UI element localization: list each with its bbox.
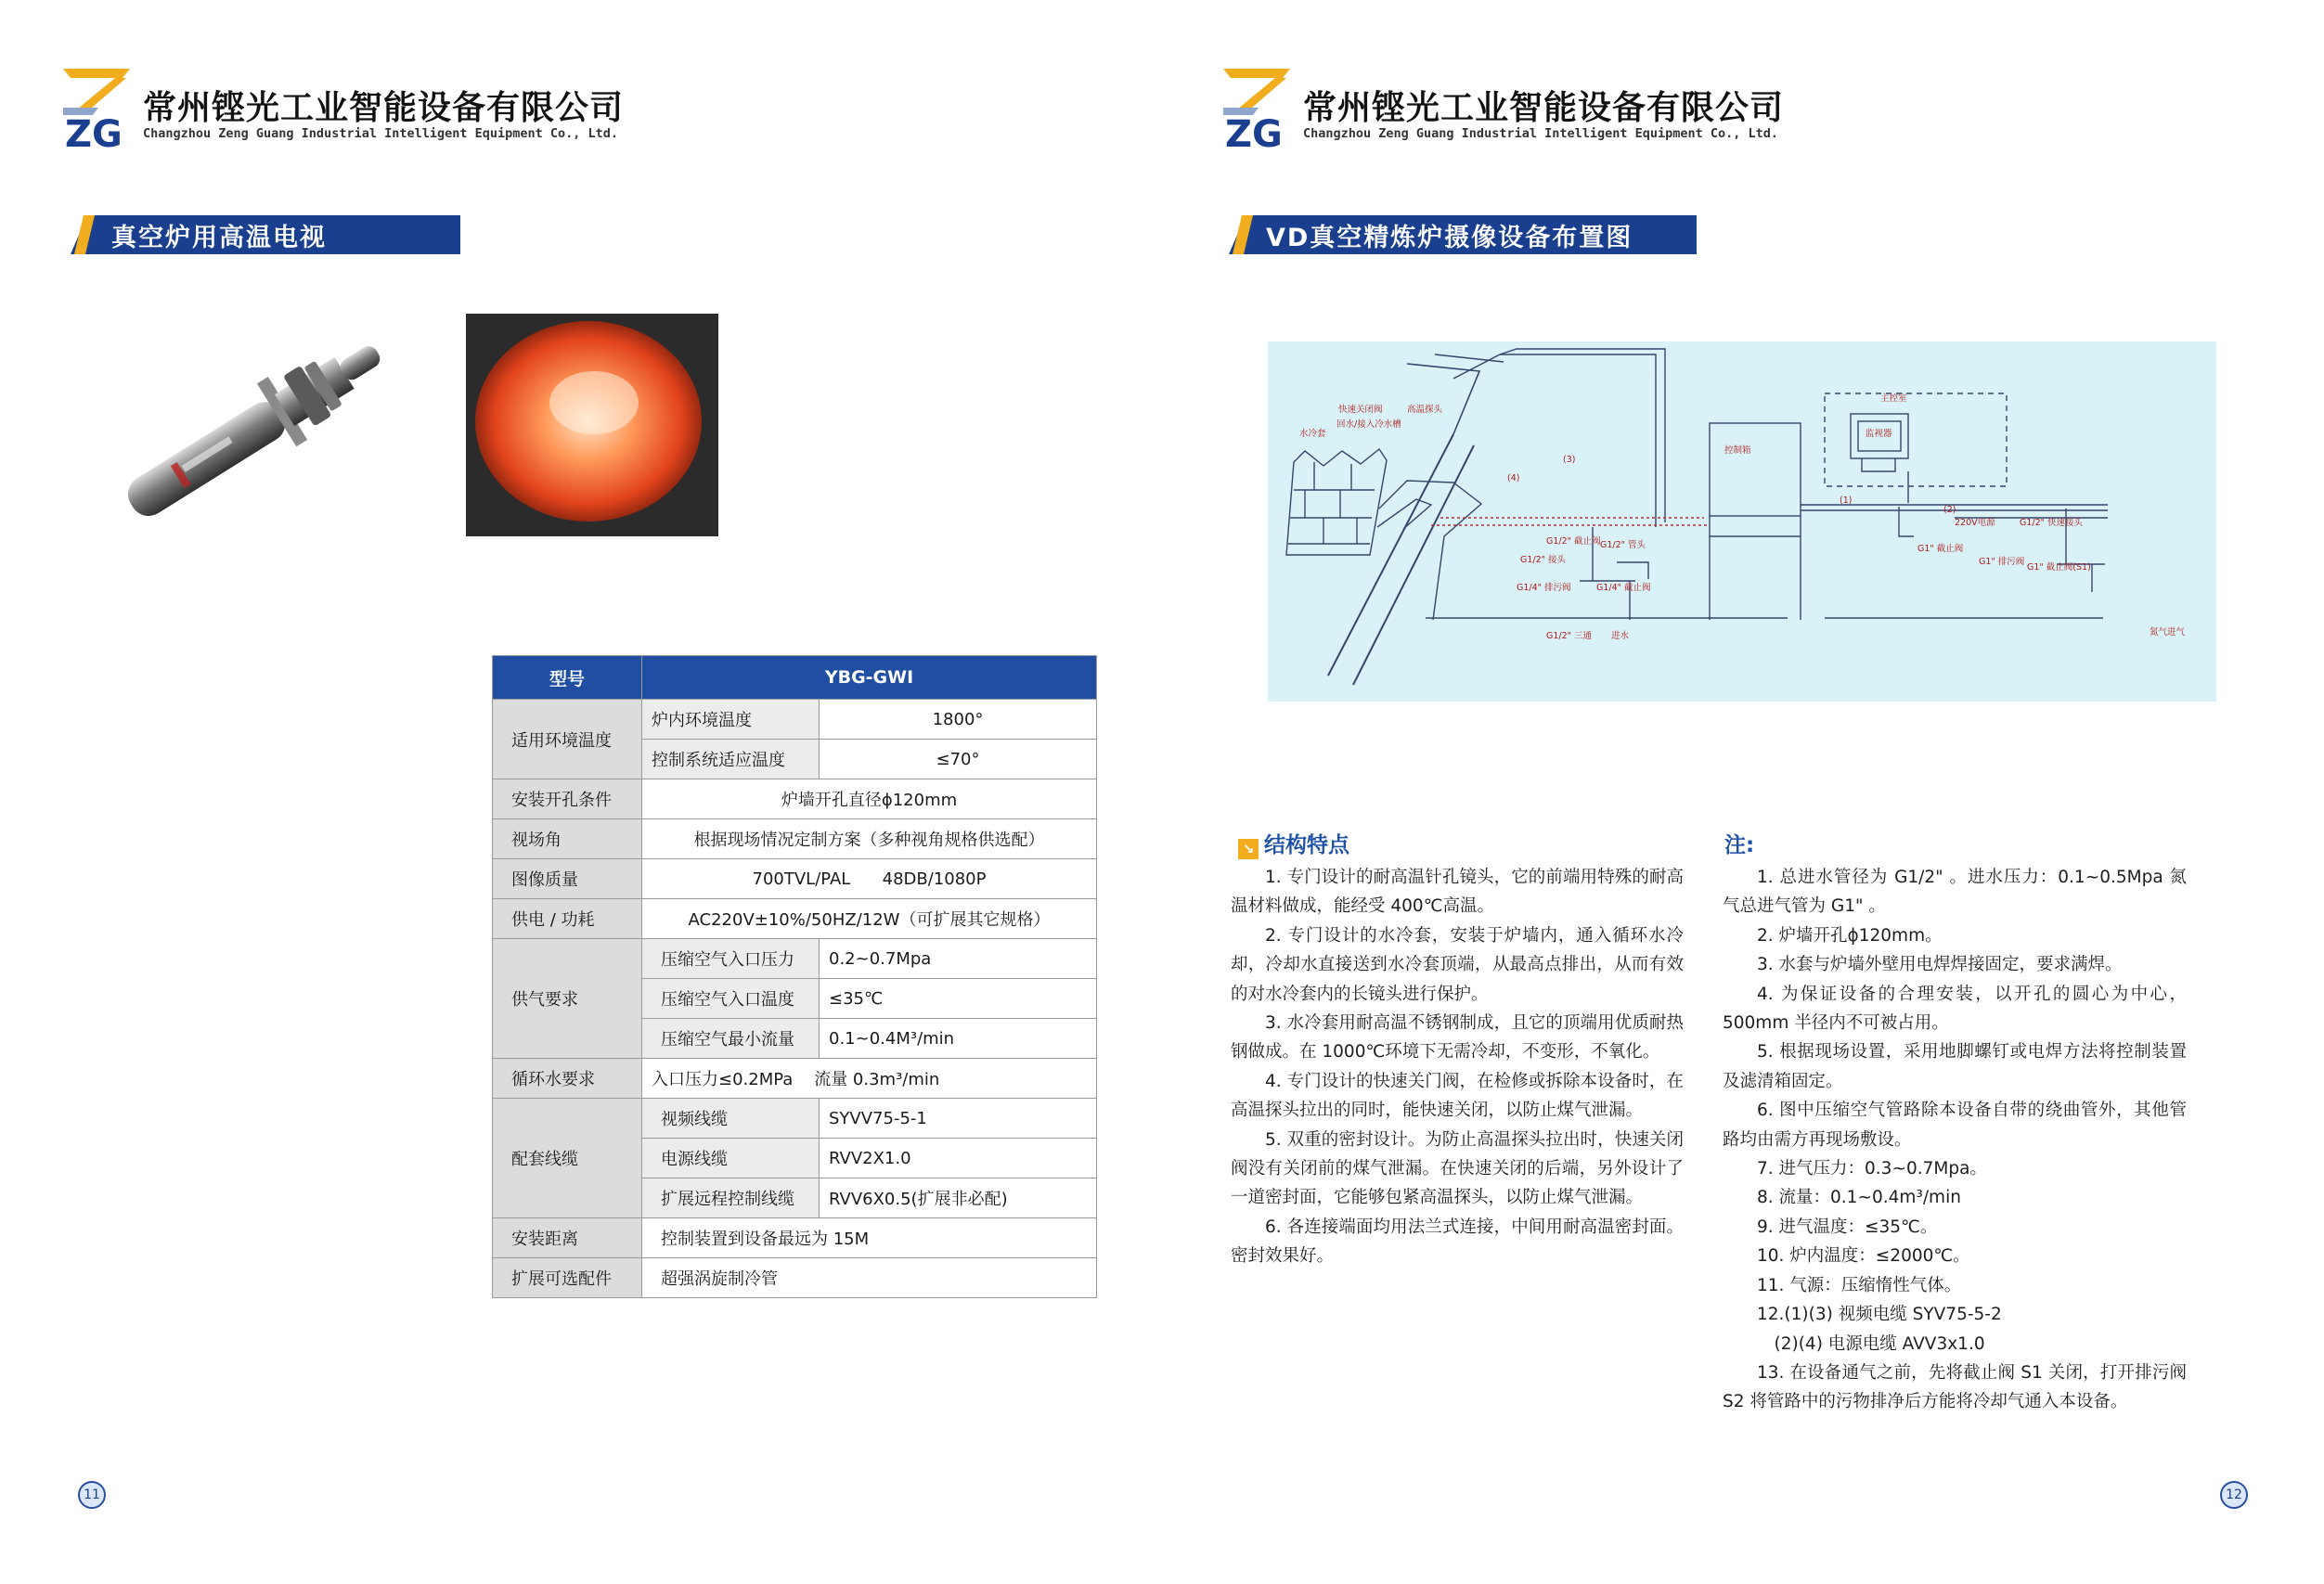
cell-value: 根据现场情况定制方案（多种视角规格供选配） xyxy=(642,819,1097,859)
cell-value: RVV6X0.5(扩展非必配) xyxy=(820,1178,1097,1218)
diagram-label: G1/2" 接头 xyxy=(1520,555,1567,565)
diagram-label: G1" 截止阀 xyxy=(1917,544,1964,554)
list-item: 3. 水冷套用耐高温不锈钢制成，且它的顶端用优质耐热钢做成。在 1000℃环境下无需冷却，不变形，不氧化。 xyxy=(1231,1013,1684,1062)
table-row xyxy=(493,939,1097,979)
cell-value: 入口压力≤0.2MPa 流量 0.3m³/min xyxy=(642,1059,1097,1099)
table-row xyxy=(493,1218,1097,1258)
cell-value: SYVV75-5-1 xyxy=(820,1099,1097,1139)
cell-label: 压缩空气入口压力 xyxy=(642,939,820,979)
cell-label: 控制系统适应温度 xyxy=(642,740,820,779)
list-item: 9. 进气温度：≤35℃。 xyxy=(1757,1217,1938,1237)
list-item: 11. 气源：压缩惰性气体。 xyxy=(1757,1275,1962,1295)
table-header-row xyxy=(493,656,1097,700)
list-item: 4. 为保证设备的合理安装，以开孔的圆心为中心，500mm 半径内不可被占用。 xyxy=(1723,984,2187,1034)
diagram-label: G1/2" 快速接头 xyxy=(2020,518,2084,528)
diagram-label: 水冷套 xyxy=(1299,429,1326,439)
company-name-cn: 常州铿光工业智能设备有限公司 xyxy=(143,89,625,127)
cell-value: 1800° xyxy=(820,700,1097,740)
cell-label: 扩展远程控制线缆 xyxy=(642,1178,820,1218)
list-item: 12.(1)(3) 视频电缆 SYV75-5-2 xyxy=(1757,1305,2002,1325)
list-item: 1. 总进水管径为 G1/2" 。进水压力：0.1~0.5Mpa 氮气总进气管为 G1" 。 xyxy=(1723,868,2187,917)
diagram-label: 快速关闭阀 xyxy=(1338,405,1383,415)
list-item: 6. 图中压缩空气管路除本设备自带的绕曲管外，其他管路均由需方再现场敷设。 xyxy=(1723,1101,2187,1150)
notes-list xyxy=(1723,863,2187,1417)
arrow-right-icon: ↘ xyxy=(1238,839,1259,859)
cell-label: 压缩空气入口温度 xyxy=(642,979,820,1019)
cell-value: 控制装置到设备最远为 15M xyxy=(642,1218,1097,1258)
cell-value: AC220V±10%/50HZ/12W（可扩展其它规格） xyxy=(642,899,1097,939)
diagram-label: G1" 截止阀(S1) xyxy=(2027,562,2091,573)
logo-text: ZG xyxy=(65,113,123,150)
diagram-label: 控制箱 xyxy=(1724,445,1751,456)
table-row xyxy=(493,700,1097,740)
cell-label: 压缩空气最小流量 xyxy=(642,1019,820,1059)
table-row xyxy=(493,819,1097,859)
section-title: VD真空精炼炉摄像设备布置图 xyxy=(1266,223,1633,252)
row-label: 安装开孔条件 xyxy=(493,779,642,819)
diagram-label: 主控室 xyxy=(1880,393,1907,404)
row-label: 安装距离 xyxy=(493,1218,642,1258)
cell-value: 700TVL/PAL 48DB/1080P xyxy=(642,859,1097,899)
cell-value: RVV2X1.0 xyxy=(820,1139,1097,1178)
diagram-label: (1) xyxy=(1840,496,1853,506)
diagram-label: (3) xyxy=(1563,455,1576,465)
camera-probe-photo xyxy=(102,316,408,520)
section-banner xyxy=(1229,215,1697,254)
zg-logo-icon xyxy=(1221,65,1292,150)
diagram-label: G1/4" 排污阀 xyxy=(1517,583,1571,593)
cell-value: ≤35℃ xyxy=(820,979,1097,1019)
diagram-label: (2) xyxy=(1943,505,1956,515)
diagram-label: 监视器 xyxy=(1866,429,1892,439)
cell-value: 0.2~0.7Mpa xyxy=(820,939,1097,979)
diagram-label: G1/2" 三通 xyxy=(1546,631,1593,641)
header-model-value: YBG-GWI xyxy=(642,656,1097,700)
table-row xyxy=(493,1059,1097,1099)
header-model: 型号 xyxy=(493,656,642,700)
right-page xyxy=(1162,0,2324,1584)
diagram-label: G1/2" 管头 xyxy=(1600,540,1646,550)
zg-logo-icon xyxy=(61,65,132,150)
list-item: 2. 炉墙开孔ϕ120mm。 xyxy=(1757,925,1943,946)
row-label-env-temp: 适用环境温度 xyxy=(493,700,642,779)
table-row xyxy=(493,859,1097,899)
furnace-glow-photo xyxy=(466,314,718,536)
list-item: 8. 流量：0.1~0.4m³/min xyxy=(1757,1188,1961,1208)
spec-table xyxy=(492,655,1097,1298)
section-banner xyxy=(71,215,460,254)
list-item: 5. 根据现场设置，采用地脚螺钉或电焊方法将控制装置及滤清箱固定。 xyxy=(1723,1042,2187,1091)
diagram-label: 高温探头 xyxy=(1407,405,1443,415)
layout-diagram xyxy=(1268,341,2216,702)
list-item: 7. 进气压力：0.3~0.7Mpa。 xyxy=(1757,1159,1987,1179)
cell-value: 炉墙开孔直径ϕ120mm xyxy=(642,779,1097,819)
list-item: 6. 各连接端面均用法兰式连接，中间用耐高温密封面。密封效果好。 xyxy=(1231,1217,1684,1267)
diagram-label: 220V电源 xyxy=(1955,518,1995,528)
notes-heading: 注: xyxy=(1724,833,1755,857)
row-label-cables: 配套线缆 xyxy=(493,1099,642,1218)
cell-value: 超强涡旋制冷管 xyxy=(642,1258,1097,1298)
diagram-label: G1" 排污阀 xyxy=(1979,557,2025,567)
diagram-label: 进水 xyxy=(1611,631,1630,641)
features-list xyxy=(1231,863,1684,1271)
diagram-label: (4) xyxy=(1507,473,1520,483)
features-heading: ↘ 结构特点 xyxy=(1238,828,1349,859)
section-title: 真空炉用高温电视 xyxy=(111,223,327,252)
row-label: 扩展可选配件 xyxy=(493,1258,642,1298)
cell-label: 视频线缆 xyxy=(642,1099,820,1139)
row-label: 循环水要求 xyxy=(493,1059,642,1099)
list-item: 5. 双重的密封设计。为防止高温探头拉出时，快速关闭阀没有关闭前的煤气泄漏。在快速关闭的后端，另外设计了一道密封面，它能够包紧高温探头，以防止煤气泄漏。 xyxy=(1231,1129,1684,1208)
diagram-label: G1/4" 截止阀 xyxy=(1596,583,1651,593)
list-item: (2)(4) 电源电缆 AVV3x1.0 xyxy=(1774,1333,1985,1354)
cell-label: 电源线缆 xyxy=(642,1139,820,1178)
company-name-cn: 常州铿光工业智能设备有限公司 xyxy=(1303,89,1785,127)
cell-value: ≤70° xyxy=(820,740,1097,779)
row-label: 图像质量 xyxy=(493,859,642,899)
table-row xyxy=(493,1099,1097,1139)
cell-label: 炉内环境温度 xyxy=(642,700,820,740)
list-item: 3. 水套与炉墙外壁用电焊焊接固定，要求满焊。 xyxy=(1757,955,2123,975)
cell-value: 0.1~0.4M³/min xyxy=(820,1019,1097,1059)
table-row xyxy=(493,779,1097,819)
list-item: 1. 专门设计的耐高温针孔镜头，它的前端用特殊的耐高温材料做成，能经受 400℃高温。 xyxy=(1231,868,1684,917)
table-row xyxy=(493,899,1097,939)
row-label-air: 供气要求 xyxy=(493,939,642,1059)
diagram-label: G1/2" 截止阀 xyxy=(1546,536,1601,547)
row-label: 视场角 xyxy=(493,819,642,859)
company-name-en: Changzhou Zeng Guang Industrial Intelligent Equipment Co., Ltd. xyxy=(1303,126,1779,141)
list-item: 4. 专门设计的快速关门阀，在检修或拆除本设备时，在高温探头拉出的同时，能快速关闭，以防止煤气泄漏。 xyxy=(1231,1071,1684,1121)
list-item: 2. 专门设计的水冷套，安装于炉墙内，通入循环水冷却，冷却水直接送到水冷套顶端，从最高点排出，从而有效的对水冷套内的长镜头进行保护。 xyxy=(1231,925,1684,1004)
table-row xyxy=(493,1258,1097,1298)
diagram-label: 回水/接入冷水槽 xyxy=(1336,419,1401,430)
logo-text: ZG xyxy=(1225,113,1283,150)
page-number: 11 xyxy=(78,1481,106,1509)
page-number: 12 xyxy=(2220,1481,2248,1509)
diagram-label: 氮气进气 xyxy=(2150,627,2186,637)
list-item: 13. 在设备通气之前，先将截止阀 S1 关闭，打开排污阀 S2 将管路中的污物排净后方能将冷却气通入本设备。 xyxy=(1723,1362,2187,1412)
row-label: 供电 / 功耗 xyxy=(493,899,642,939)
list-item: 10. 炉内温度：≤2000℃。 xyxy=(1757,1246,1970,1267)
company-name-en: Changzhou Zeng Guang Industrial Intelligent Equipment Co., Ltd. xyxy=(143,126,619,141)
